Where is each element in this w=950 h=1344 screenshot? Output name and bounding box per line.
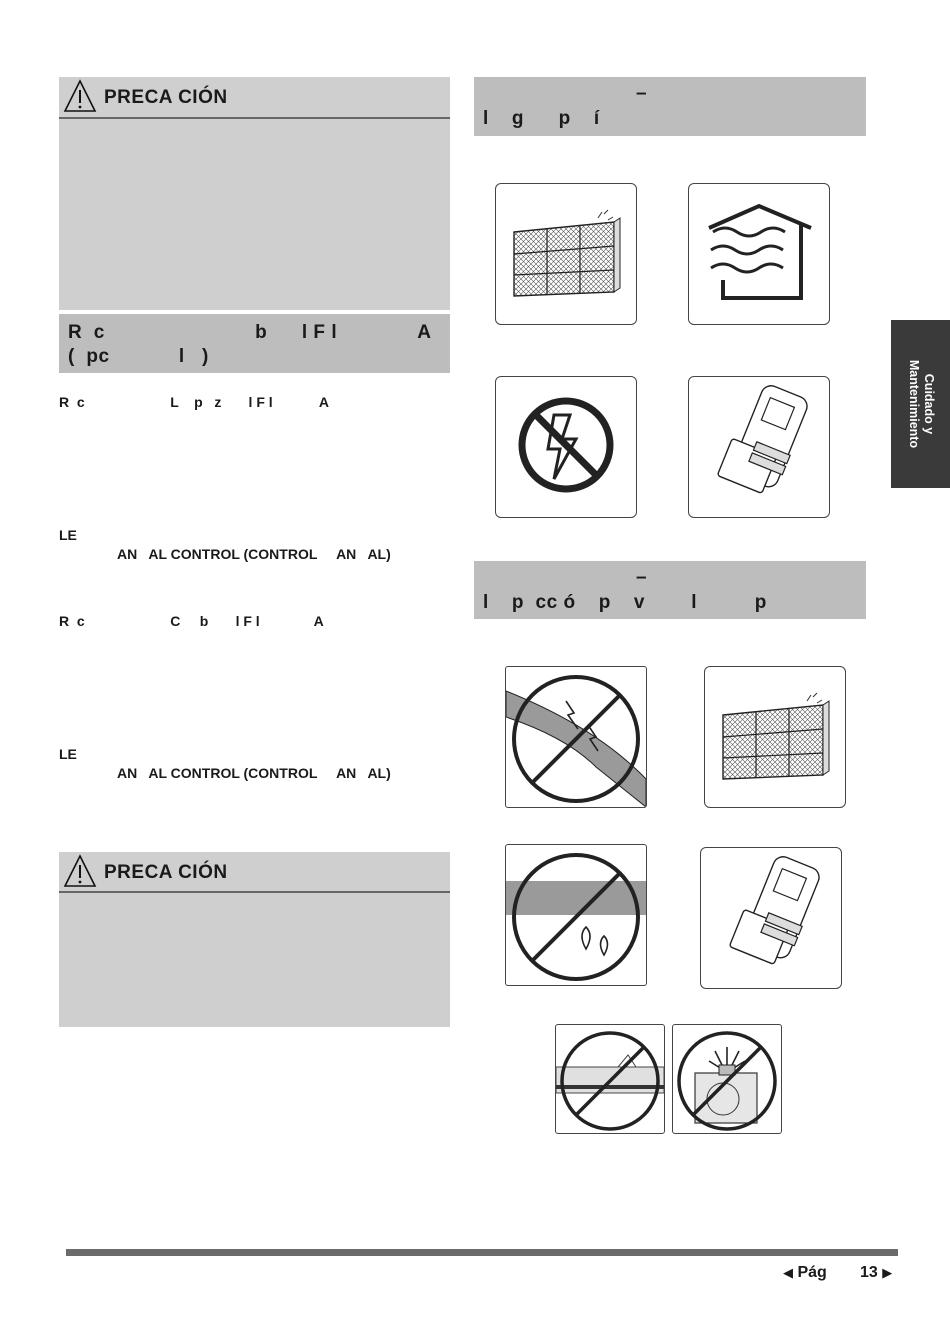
side-tab-line2: Mantenimiento bbox=[906, 359, 921, 449]
right-mid-heading-line2: l p cc ó p v l p bbox=[483, 592, 767, 613]
footer-bar bbox=[66, 1249, 898, 1256]
filter-illustration-2 bbox=[704, 666, 846, 808]
right-mid-heading-line1: – bbox=[636, 567, 648, 588]
house-air-illustration bbox=[688, 183, 830, 325]
remote-battery-icon bbox=[701, 848, 841, 988]
caution-title-top: PRECA CIÓN bbox=[104, 87, 228, 108]
caution-box-bottom bbox=[59, 852, 450, 1027]
no-broken-cable-icon bbox=[506, 667, 646, 807]
le-text-2: AN AL CONTROL (CONTROL AN AL) bbox=[117, 765, 391, 781]
no-plant-illustration bbox=[672, 1024, 782, 1134]
next-arrow-icon[interactable]: ▶ bbox=[882, 1265, 893, 1280]
caution-header-bottom bbox=[59, 852, 450, 893]
filter-icon bbox=[705, 667, 845, 807]
no-obstruction-icon bbox=[556, 1025, 664, 1133]
page-number-group bbox=[860, 1264, 892, 1282]
page-label: Pág bbox=[797, 1264, 827, 1281]
le-text-1: AN AL CONTROL (CONTROL AN AL) bbox=[117, 546, 391, 562]
filter-paragraph-1: R c L p z l F l A bbox=[59, 394, 329, 410]
filter-heading-line2: ( pc l ) bbox=[68, 346, 209, 367]
filter-icon bbox=[496, 184, 636, 324]
caution-header-top bbox=[59, 77, 450, 119]
right-top-heading-line1: – bbox=[636, 83, 648, 104]
caution-title-bottom: PRECA CIÓN bbox=[104, 862, 228, 883]
le-label-1: LE bbox=[59, 527, 77, 543]
house-air-icon bbox=[689, 184, 829, 324]
remote-battery-icon bbox=[689, 377, 829, 517]
no-lightning-icon bbox=[496, 377, 636, 517]
side-tab-line1: Cuidado y bbox=[921, 373, 936, 435]
warning-icon bbox=[63, 79, 97, 113]
no-water-icon bbox=[506, 845, 646, 985]
page-number: 13 bbox=[860, 1264, 878, 1281]
filter-section-heading bbox=[59, 314, 450, 373]
right-top-heading-line2: l g p í bbox=[483, 108, 600, 129]
no-plant-icon bbox=[673, 1025, 781, 1133]
no-broken-cable-illustration bbox=[505, 666, 647, 808]
filter-heading-line1: R c b l F l A bbox=[68, 322, 432, 343]
caution-box-top bbox=[59, 77, 450, 310]
no-obstruction-illustration bbox=[555, 1024, 665, 1134]
filter-illustration bbox=[495, 183, 637, 325]
warning-icon bbox=[63, 854, 97, 888]
le-label-2: LE bbox=[59, 746, 77, 762]
prev-arrow-icon[interactable]: ◀ bbox=[783, 1265, 793, 1280]
remote-battery-illustration bbox=[688, 376, 830, 518]
right-mid-heading bbox=[474, 561, 866, 619]
page-navigation bbox=[783, 1264, 827, 1282]
filter-paragraph-2: R c C b l F l A bbox=[59, 613, 324, 629]
right-top-heading bbox=[474, 77, 866, 136]
no-lightning-illustration bbox=[495, 376, 637, 518]
no-water-illustration bbox=[505, 844, 647, 986]
section-side-tab bbox=[891, 320, 950, 488]
remote-battery-illustration-2 bbox=[700, 847, 842, 989]
